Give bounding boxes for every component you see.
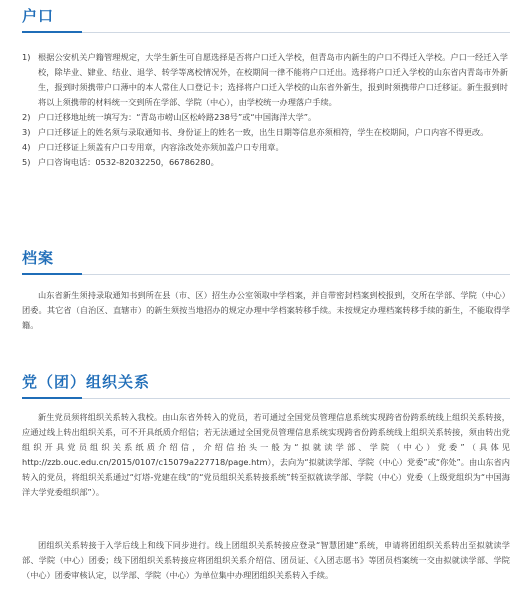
hukou-item-5: 5) 户口咨询电话：0532-82032250，66786280。 <box>22 157 219 167</box>
party-paragraph-1: 新生党员须将组织关系转入我校。由山东省外转入的党员，若可通过全国党员管理信息系统实现跨省份跨系统线上组织关系转接，应通过线上转出组织关系，可不开具纸质介绍信；若无法通过全国党员管理信息系统实现跨省份跨系统线上组织关系转接，须由转出党组织开具党员组织关系纸质介绍信，介绍信抬头一般为“拟就读学部、学院（中心）党委”（具体见http://zzb.ouc.edu.cn/2015/0107/c15079a227718/page.htm），去向为“拟就读学部、学院（中心）党委”或“你处”。由山东省内转入的党员，将组织关系通过“灯塔-党建在线”的“党员组织关系转接系统”转至拟就读学部、学院（中心）党委（上级党组织为“中国海洋大学党委组织部”）。 <box>22 412 510 497</box>
section-rule-dangan <box>22 274 510 275</box>
hukou-list <box>22 50 508 170</box>
section-title-dangan: 档案 <box>22 249 55 267</box>
section-rule-hukou <box>22 32 510 33</box>
section-accent-party <box>22 397 82 399</box>
section-title-hukou: 户口 <box>22 7 55 25</box>
dangan-paragraph: 山东省新生须持录取通知书到所在县（市、区）招生办公室领取中学档案，并自带密封档案到校报到，交所在学部、学院（中心）团委。其它省（自治区、直辖市）的新生须按当地招办的规定办理中学档案转移手续。未按规定办理档案转移手续的新生，不能取得学籍。 <box>22 290 510 330</box>
party-paragraph-2: 团组织关系转接于入学后线上和线下同步进行。线上团组织关系转接应登录“智慧团建”系统，申请将团组织关系转出至拟就读学部、学院（中心）团委；线下团组织关系转接应将团组织关系介绍信、团员证、《入团志愿书》等团员档案统一交由拟就读学部、学院（中心）团委审核认定，以学部、学院（中心）为单位集中办理团组织关系转入手续。 <box>22 540 510 580</box>
section-title-party: 党（团）组织关系 <box>22 373 151 391</box>
section-rule-party <box>22 398 510 399</box>
party-policy-link[interactable]: http://zzb.ouc.edu.cn/2015/0107/c15079a227718/page.htm <box>22 457 268 467</box>
hukou-item-3: 3) 户口迁移证上的姓名须与录取通知书、身份证上的姓名一致，出生日期等信息亦须相符，学生在校期间，户口内容不得更改。 <box>22 127 489 137</box>
hukou-item-1: 1) 根据公安机关户籍管理规定，大学生新生可自愿选择是否将户口迁入学校，但青岛市内新生的户口不得迁入学校。户口一经迁入学校，除毕业、肄业、结业、退学、转学等离校情况外，在校期间一律不能将户口迁出。选择将户口迁入学校的山东省内青岛市外新生，报到时须携带户口薄中的本人常住人口登记卡；选择将户口迁入学校的山东省外新生，报到时须携带户口迁移证。新生报到时将以上须携带的材料统一交到所在学部、学院（中心），由学校统一办理落户手续。 <box>22 52 508 107</box>
section-accent-dangan <box>22 273 82 275</box>
section-accent-hukou <box>22 31 82 33</box>
hukou-item-4: 4) 户口迁移证上须盖有户口专用章，内容涂改处亦须加盖户口专用章。 <box>22 142 284 152</box>
hukou-item-2: 2) 户口迁移地址统一填写为：“青岛市崂山区松岭路238号”或“中国海洋大学”。 <box>22 112 317 122</box>
